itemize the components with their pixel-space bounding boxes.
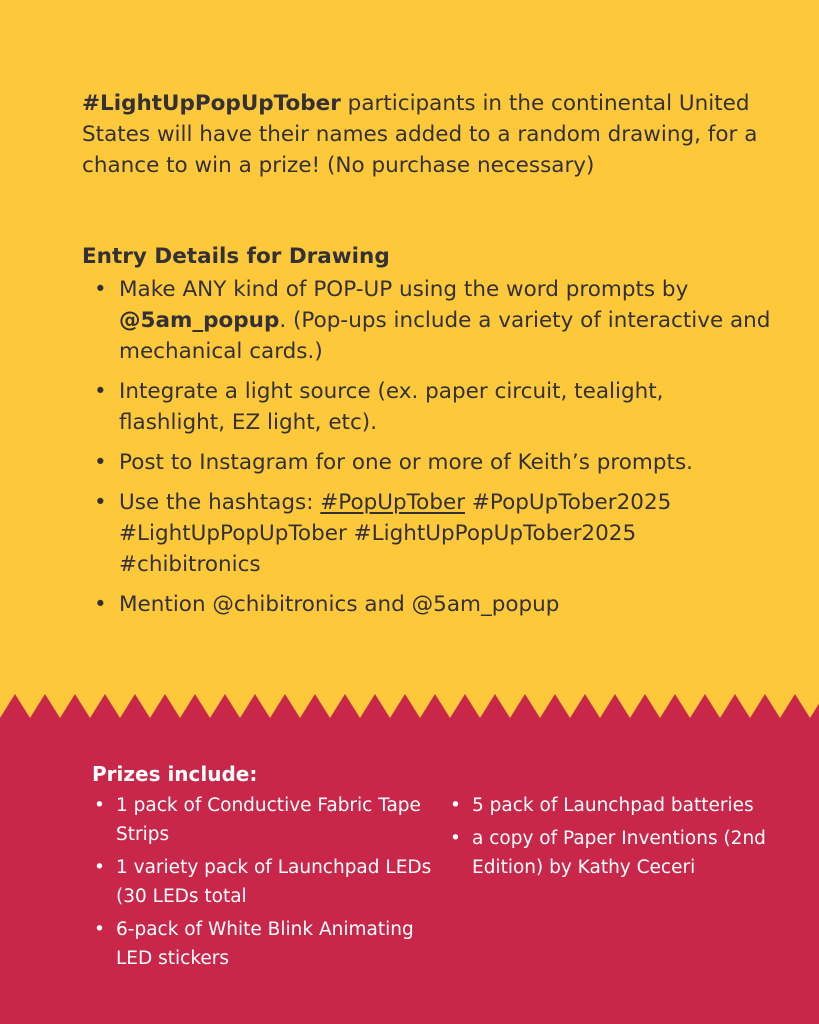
entry-item	[82, 487, 772, 580]
entry-item-text: Post to Instagram for one or more of Keith’s prompts.	[119, 450, 693, 475]
prizes-list-right	[448, 791, 778, 886]
entry-item-text: #PopUpTober2025 #LightUpPopUpTober #LightUpPopUpTober2025 #chibitronics	[119, 490, 672, 577]
entry-item-text: Use the hashtags:	[119, 490, 321, 515]
intro-hashtag: #LightUpPopUpTober	[82, 91, 341, 116]
entry-item-text: Integrate a light source (ex. paper circuit, tealight, flashlight, EZ light, etc).	[119, 379, 664, 435]
prize-item: • a copy of Paper Inventions (2nd Edition) by Kathy Ceceri	[448, 824, 778, 882]
intro-paragraph	[82, 88, 772, 181]
prize-item: • 1 variety pack of Launchpad LEDs (30 LEDs total	[92, 853, 442, 911]
mention-5am-popup: @5am_popup	[119, 308, 280, 333]
entry-details-heading: Entry Details for Drawing	[82, 244, 390, 269]
entry-item-text: Make ANY kind of POP-UP using the word prompts by	[119, 277, 689, 302]
intro-text: participants in the continental United States will have their names added to a random drawing, for a chance to win a prize! (No purchase necessary)	[82, 91, 758, 178]
entry-item	[82, 376, 772, 438]
entry-item	[82, 589, 772, 620]
entry-item-text: Mention @chibitronics and @5am_popup	[119, 592, 560, 617]
prize-item: • 5 pack of Launchpad batteries	[448, 791, 778, 820]
prizes-list-left	[92, 791, 442, 977]
entry-item	[82, 274, 772, 367]
entry-item-text: . (Pop-ups include a variety of interactive and mechanical cards.)	[119, 308, 771, 364]
entry-details-list	[82, 274, 772, 629]
prize-item: • 1 pack of Conductive Fabric Tape Strips	[92, 791, 442, 849]
popuptober-hashtag-link[interactable]: #PopUpTober	[320, 490, 466, 515]
prizes-heading: Prizes include:	[92, 762, 258, 786]
entry-item	[82, 447, 772, 478]
prize-item: • 6-pack of White Blink Animating LED stickers	[92, 915, 442, 973]
